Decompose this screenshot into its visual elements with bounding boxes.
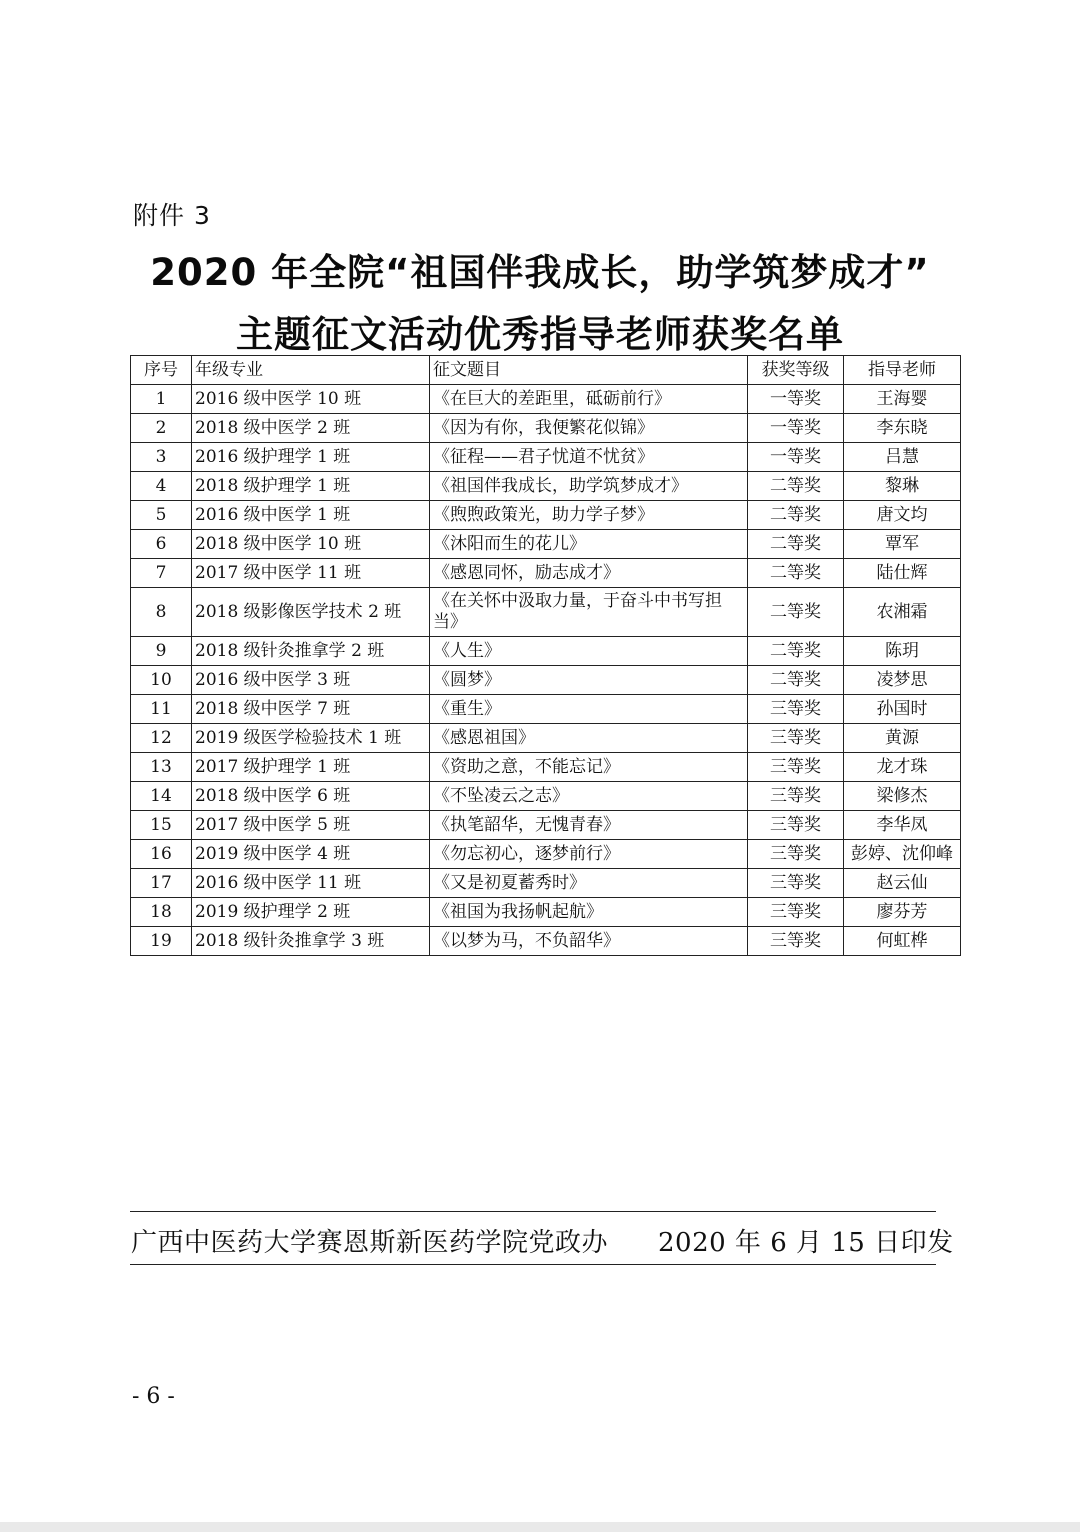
row-number: 8 [131, 588, 192, 637]
row-number: 1 [131, 385, 192, 414]
row-teacher: 王海婴 [844, 385, 961, 414]
row-number: 18 [131, 898, 192, 927]
row-teacher: 黎琳 [844, 472, 961, 501]
row-class: 2017 级中医学 11 班 [192, 559, 430, 588]
row-teacher: 李东晓 [844, 414, 961, 443]
footer-top-rule [130, 1211, 936, 1212]
row-teacher: 陆仕辉 [844, 559, 961, 588]
header-award-level: 获奖等级 [748, 356, 844, 385]
row-award-level: 三等奖 [748, 869, 844, 898]
row-award-level: 二等奖 [748, 666, 844, 695]
page-number: - 6 - [132, 1384, 175, 1409]
footer-issuer: 广西中医药大学赛恩斯新医药学院党政办 [131, 1228, 609, 1258]
row-number: 5 [131, 501, 192, 530]
table-row [131, 501, 961, 530]
table-row [131, 898, 961, 927]
row-number: 9 [131, 637, 192, 666]
row-essay-title: 《征程——君子忧道不忧贫》 [430, 443, 748, 472]
row-award-level: 一等奖 [748, 414, 844, 443]
table-row [131, 637, 961, 666]
page-bottom-edge [0, 1522, 1080, 1532]
row-number: 17 [131, 869, 192, 898]
row-essay-title: 《感恩同怀，励志成才》 [430, 559, 748, 588]
table-row [131, 414, 961, 443]
row-award-level: 二等奖 [748, 559, 844, 588]
row-essay-title: 《在关怀中汲取力量，于奋斗中书写担当》 [430, 588, 748, 637]
row-essay-title: 《以梦为马，不负韶华》 [430, 927, 748, 956]
table-row [131, 782, 961, 811]
row-award-level: 二等奖 [748, 530, 844, 559]
row-award-level: 三等奖 [748, 927, 844, 956]
row-essay-title: 《煦煦政策光，助力学子梦》 [430, 501, 748, 530]
document-title-line-1: 2020 年全院“祖国伴我成长，助学筑梦成才” [150, 251, 930, 294]
attachment-label: 附件 3 [133, 201, 211, 230]
table-row [131, 840, 961, 869]
header-no: 序号 [131, 356, 192, 385]
table-header-row [131, 356, 961, 385]
row-award-level: 二等奖 [748, 637, 844, 666]
row-class: 2016 级中医学 1 班 [192, 501, 430, 530]
row-number: 6 [131, 530, 192, 559]
row-essay-title: 《勿忘初心，逐梦前行》 [430, 840, 748, 869]
table-row [131, 724, 961, 753]
row-number: 4 [131, 472, 192, 501]
row-teacher: 黄源 [844, 724, 961, 753]
row-award-level: 三等奖 [748, 898, 844, 927]
row-number: 19 [131, 927, 192, 956]
row-number: 10 [131, 666, 192, 695]
table-row [131, 443, 961, 472]
row-class: 2018 级针灸推拿学 2 班 [192, 637, 430, 666]
row-award-level: 三等奖 [748, 811, 844, 840]
row-essay-title: 《因为有你，我便繁花似锦》 [430, 414, 748, 443]
row-teacher: 吕慧 [844, 443, 961, 472]
row-number: 7 [131, 559, 192, 588]
row-award-level: 三等奖 [748, 753, 844, 782]
row-essay-title: 《感恩祖国》 [430, 724, 748, 753]
row-class: 2019 级中医学 4 班 [192, 840, 430, 869]
row-number: 2 [131, 414, 192, 443]
row-award-level: 三等奖 [748, 695, 844, 724]
row-teacher: 覃军 [844, 530, 961, 559]
row-class: 2016 级中医学 3 班 [192, 666, 430, 695]
row-class: 2016 级中医学 11 班 [192, 869, 430, 898]
footer-issue-date: 2020 年 6 月 15 日印发 [658, 1228, 954, 1258]
row-class: 2018 级影像医学技术 2 班 [192, 588, 430, 637]
row-award-level: 三等奖 [748, 724, 844, 753]
row-class: 2018 级针灸推拿学 3 班 [192, 927, 430, 956]
row-essay-title: 《重生》 [430, 695, 748, 724]
row-class: 2018 级护理学 1 班 [192, 472, 430, 501]
row-class: 2018 级中医学 6 班 [192, 782, 430, 811]
table-row [131, 753, 961, 782]
row-essay-title: 《人生》 [430, 637, 748, 666]
row-class: 2018 级中医学 7 班 [192, 695, 430, 724]
row-number: 15 [131, 811, 192, 840]
row-award-level: 一等奖 [748, 385, 844, 414]
row-essay-title: 《又是初夏蓄秀时》 [430, 869, 748, 898]
footer-bottom-rule [130, 1264, 936, 1265]
header-teacher: 指导老师 [844, 356, 961, 385]
row-teacher: 唐文均 [844, 501, 961, 530]
row-class: 2019 级护理学 2 班 [192, 898, 430, 927]
table-row [131, 927, 961, 956]
row-award-level: 二等奖 [748, 472, 844, 501]
row-teacher: 彭婷、沈仰峰 [844, 840, 961, 869]
row-essay-title: 《沐阳而生的花儿》 [430, 530, 748, 559]
header-essay-title: 征文题目 [430, 356, 748, 385]
row-teacher: 陈玥 [844, 637, 961, 666]
table-row [131, 559, 961, 588]
table-row [131, 385, 961, 414]
table-row [131, 869, 961, 898]
row-essay-title: 《不坠凌云之志》 [430, 782, 748, 811]
table-row [131, 666, 961, 695]
row-award-level: 二等奖 [748, 501, 844, 530]
row-class: 2017 级护理学 1 班 [192, 753, 430, 782]
row-teacher: 廖芬芳 [844, 898, 961, 927]
row-teacher: 龙才珠 [844, 753, 961, 782]
row-number: 13 [131, 753, 192, 782]
row-essay-title: 《执笔韶华，无愧青春》 [430, 811, 748, 840]
table-row [131, 811, 961, 840]
row-award-level: 二等奖 [748, 588, 844, 637]
table-row [131, 472, 961, 501]
row-number: 16 [131, 840, 192, 869]
row-class: 2018 级中医学 10 班 [192, 530, 430, 559]
award-table [130, 355, 961, 956]
row-teacher: 凌梦思 [844, 666, 961, 695]
row-essay-title: 《资助之意，不能忘记》 [430, 753, 748, 782]
row-essay-title: 《祖国伴我成长，助学筑梦成才》 [430, 472, 748, 501]
row-number: 11 [131, 695, 192, 724]
row-teacher: 李华凤 [844, 811, 961, 840]
document-title-line-2: 主题征文活动优秀指导老师获奖名单 [236, 313, 844, 356]
row-teacher: 赵云仙 [844, 869, 961, 898]
row-teacher: 农湘霜 [844, 588, 961, 637]
row-number: 14 [131, 782, 192, 811]
row-class: 2019 级医学检验技术 1 班 [192, 724, 430, 753]
row-award-level: 三等奖 [748, 782, 844, 811]
row-essay-title: 《圆梦》 [430, 666, 748, 695]
row-award-level: 三等奖 [748, 840, 844, 869]
table-row [131, 695, 961, 724]
row-teacher: 孙国时 [844, 695, 961, 724]
row-teacher: 何虹桦 [844, 927, 961, 956]
table-row [131, 588, 961, 637]
row-essay-title: 《在巨大的差距里，砥砺前行》 [430, 385, 748, 414]
row-class: 2017 级中医学 5 班 [192, 811, 430, 840]
row-award-level: 一等奖 [748, 443, 844, 472]
row-essay-title: 《祖国为我扬帆起航》 [430, 898, 748, 927]
header-class: 年级专业 [192, 356, 430, 385]
row-teacher: 梁修杰 [844, 782, 961, 811]
row-class: 2016 级护理学 1 班 [192, 443, 430, 472]
row-class: 2018 级中医学 2 班 [192, 414, 430, 443]
row-number: 12 [131, 724, 192, 753]
table-row [131, 530, 961, 559]
award-table-body [131, 385, 961, 956]
row-class: 2016 级中医学 10 班 [192, 385, 430, 414]
row-number: 3 [131, 443, 192, 472]
